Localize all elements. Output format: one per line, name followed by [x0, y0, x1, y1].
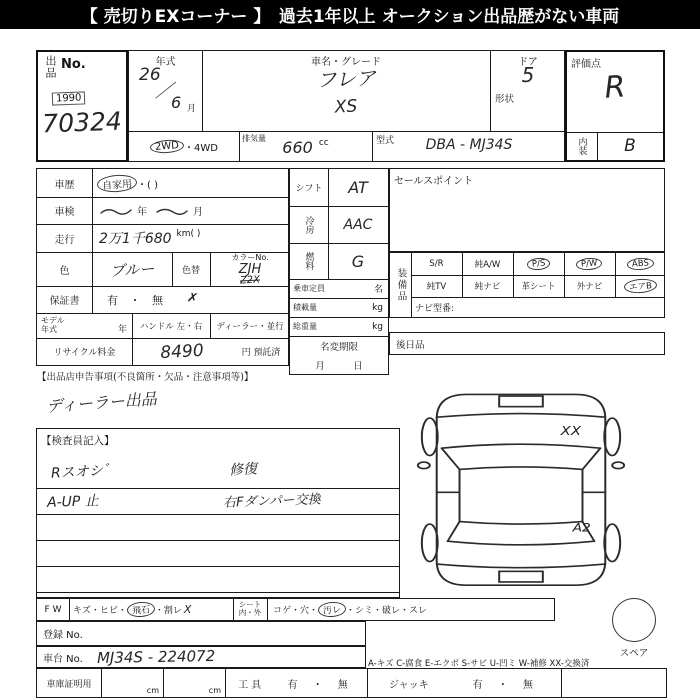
- divider: [561, 669, 562, 697]
- tool-label: 工 具: [238, 679, 262, 691]
- color-no-cell: [210, 252, 290, 286]
- warranty-mark: ✗: [185, 290, 200, 307]
- stamp-1990: 1990: [52, 91, 86, 105]
- drive-2wd-circled: 2WD: [150, 138, 185, 153]
- rating-box: [565, 50, 665, 162]
- load-label: 積載量: [293, 303, 317, 312]
- displacement-value: 660: [282, 137, 313, 157]
- mileage-unit: km( ): [176, 229, 201, 239]
- recycle-unit: 円 預託済: [241, 348, 281, 358]
- divider: [37, 540, 399, 541]
- handle-cell: ハンドル 左・右: [139, 321, 203, 332]
- inspector-notes-box: [36, 428, 400, 598]
- mileage-label: 走行: [54, 234, 75, 246]
- load-unit: kg: [372, 302, 383, 313]
- inspector-note-2: A-UP 止: [46, 493, 100, 511]
- history-label: 車歴: [54, 179, 75, 191]
- seat-label-2: 内・外: [238, 608, 262, 617]
- fw-items-post: ・割レ: [154, 606, 182, 616]
- mileage-value-row: [99, 224, 200, 252]
- shaken-year-unit: 年: [137, 207, 147, 218]
- garage-cm-box-2: [163, 669, 225, 697]
- handwritten-stroke-icon: [99, 205, 133, 217]
- cm-unit: cm: [208, 686, 221, 695]
- equipment-label: 装備品: [395, 267, 407, 303]
- divider: [92, 169, 93, 313]
- month-value: 6: [171, 93, 182, 112]
- fuel-value: G: [351, 251, 365, 271]
- model-year-unit: 年: [117, 325, 127, 335]
- seat-items: [273, 599, 427, 620]
- warranty-label: 保証書: [49, 296, 80, 307]
- later-items-box: [389, 332, 665, 355]
- garage-label: 車庫証明用: [46, 679, 92, 690]
- jack-options: 有 ・ 無: [472, 679, 540, 691]
- fw-label: F W: [44, 604, 62, 615]
- rating-label: 評価点: [571, 59, 601, 70]
- displacement-cell: [239, 135, 372, 159]
- equip-sr: S/R: [429, 259, 444, 269]
- seat-items-pre: コゲ・穴・: [273, 606, 319, 616]
- color-change-label: 色替: [181, 265, 200, 276]
- rename-value: 月 日: [315, 361, 363, 372]
- shift-label: シフト: [295, 184, 323, 194]
- vehicle-header-grid: [128, 50, 565, 162]
- middle-spec-table: [289, 168, 389, 375]
- inspector-note-3: 修復: [228, 461, 258, 479]
- chassis-value: MJ34S - 224072: [96, 646, 216, 668]
- displacement-unit: cc: [318, 138, 329, 148]
- fw-items: [73, 599, 191, 620]
- seat-stain-circled: 汚レ: [318, 601, 347, 618]
- spare-label: スペア: [619, 648, 649, 659]
- divider: [37, 488, 399, 489]
- interior-value: B: [624, 136, 636, 156]
- inspector-note-1: Rスオシ゛: [50, 462, 118, 482]
- left-info-table: [36, 168, 289, 366]
- weight-row: [290, 317, 388, 336]
- color-no-crossed: Z2X: [239, 274, 261, 287]
- jack-label: ジャッキ: [388, 679, 429, 691]
- exhibit-label: 出品: [44, 55, 57, 79]
- history-private-circled: 自家用: [96, 173, 137, 193]
- history-value: [97, 169, 158, 197]
- fw-seat-row: [36, 598, 555, 621]
- rename-deadline-cell: [290, 336, 388, 374]
- weight-unit: kg: [372, 321, 383, 332]
- garage-cm-box-1: [101, 669, 163, 697]
- damage-mark-a2: A2: [572, 520, 591, 535]
- registration-row: [36, 621, 366, 646]
- sales-point-label: セールスポイント: [394, 176, 474, 187]
- equip-navi: 純ナビ: [474, 282, 501, 292]
- exhibit-no-label: No.: [61, 57, 86, 72]
- tool-cell: [225, 669, 367, 697]
- model-year-cell: [37, 313, 132, 338]
- capacity-label: 乗車定員: [293, 284, 325, 293]
- warranty-value: 有 ・ 無: [107, 293, 167, 307]
- fuel-label: 燃料: [303, 252, 314, 270]
- color-no-label: カラーNo.: [231, 253, 269, 262]
- banner-text: 【 売切りEXコーナー 】 過去1年以上 オークション出品歴がない車両: [80, 7, 620, 27]
- color-value: ブルー: [109, 259, 155, 280]
- load-row: [290, 298, 388, 317]
- equip-ps-circled: P/S: [526, 257, 550, 271]
- equip-tv: 純TV: [426, 282, 447, 292]
- declaration-note: ディーラー出品: [45, 389, 158, 416]
- ac-value: AAC: [343, 216, 373, 233]
- month-unit: 月: [187, 104, 197, 114]
- exhibit-no-box: [36, 50, 128, 162]
- displacement-label: 排気量: [242, 134, 266, 143]
- color-no-value: ZJH: [238, 262, 262, 277]
- weight-label: 総重量: [293, 322, 317, 331]
- model-year-label-1: モデル: [41, 316, 65, 325]
- rating-value: R: [603, 69, 627, 106]
- color-label: 色: [59, 265, 70, 277]
- capacity-unit: 名: [373, 285, 383, 295]
- exhibit-number-value: 70324: [41, 106, 123, 139]
- shift-value: AT: [348, 178, 368, 197]
- later-items-label: 後日品: [396, 339, 425, 351]
- equip-airbag-circled: エアB: [624, 278, 658, 294]
- seat-items-post: ・シミ・破レ・スレ: [346, 606, 428, 616]
- shape-label: 形状: [495, 94, 515, 105]
- inspector-header: 【検査員記入】: [41, 435, 115, 447]
- registration-label: 登録 No.: [43, 630, 83, 641]
- history-rest: ・( ): [137, 179, 158, 191]
- sales-point-box: [389, 168, 665, 252]
- divider: [69, 599, 70, 620]
- door-label: ドア: [518, 57, 538, 68]
- year-slash: ／: [155, 81, 173, 102]
- banner: [0, 0, 700, 29]
- shaken-label: 車検: [54, 207, 75, 218]
- bottom-row: [36, 668, 667, 698]
- grade-value: XS: [334, 96, 358, 118]
- car-top-view-diagram: [402, 383, 640, 595]
- tool-options: 有 ・ 無: [287, 679, 354, 691]
- declaration-header: 【出品店申告事項(不良箇所・欠品・注意事項等)】: [37, 372, 254, 383]
- seat-label: [233, 601, 267, 617]
- fw-items-pre: キズ・ヒビ・: [73, 606, 127, 616]
- spare-circle: [612, 598, 656, 642]
- damage-legend: A-キズ C-腐食 E-エクボ S-サビ U-凹ミ W-補修 XX-交換済: [368, 659, 590, 669]
- car-name-value: フレア: [316, 65, 377, 93]
- model-year-label-2: 年式: [41, 325, 57, 334]
- drive-rest: ・4WD: [184, 142, 218, 154]
- ac-label: 冷房: [303, 215, 314, 234]
- recycle-label: リサイクル料金: [53, 348, 116, 358]
- jack-cell: [367, 669, 561, 697]
- model-code-value: DBA - MJ34S: [425, 137, 513, 153]
- recycle-value: 8490: [159, 340, 205, 363]
- equip-abs-circled: ABS: [627, 257, 655, 271]
- seat-label-1: シート: [238, 600, 262, 609]
- capacity-row: [290, 279, 388, 298]
- exhibit-no-label-group: [42, 55, 86, 79]
- inspector-note-4: 右Fダンパー交換: [222, 492, 322, 511]
- drive-cell: [129, 131, 239, 161]
- divider: [37, 592, 399, 593]
- chassis-label: 車台 No.: [43, 653, 83, 665]
- equipment-block: [389, 252, 665, 318]
- equip-pw-circled: P/W: [576, 257, 603, 271]
- damage-mark-xx: XX: [560, 424, 582, 439]
- divider: [267, 599, 268, 620]
- fw-stone-circled: 飛石: [126, 601, 155, 618]
- shaken-month-unit: 月: [193, 207, 203, 218]
- divider: [411, 297, 664, 298]
- navi-model-label: ナビ型番:: [415, 304, 455, 314]
- door-value: 5: [521, 63, 535, 87]
- equip-aw: 純A/W: [474, 260, 501, 270]
- cm-unit: cm: [146, 686, 159, 695]
- year-value: 26: [139, 65, 161, 85]
- chassis-row: [36, 646, 366, 668]
- model-code-label: 型式: [376, 136, 395, 146]
- rename-label: 名変期限: [319, 342, 358, 353]
- handwritten-stroke-icon: [155, 205, 189, 217]
- divider: [37, 566, 399, 567]
- shaken-value: [99, 197, 203, 224]
- dealer-cell: ディーラー・並行: [216, 321, 284, 332]
- car-name-label: 車名・グレード: [311, 57, 381, 68]
- interior-label: 内装: [576, 137, 587, 155]
- fw-crack-mark: X: [183, 603, 192, 616]
- year-label: 年式: [155, 57, 176, 68]
- mileage-value: 2万1千680: [99, 231, 172, 247]
- divider: [37, 514, 399, 515]
- equip-leather: 革シート: [521, 282, 556, 292]
- equip-ext-navi: 外ナビ: [576, 282, 603, 292]
